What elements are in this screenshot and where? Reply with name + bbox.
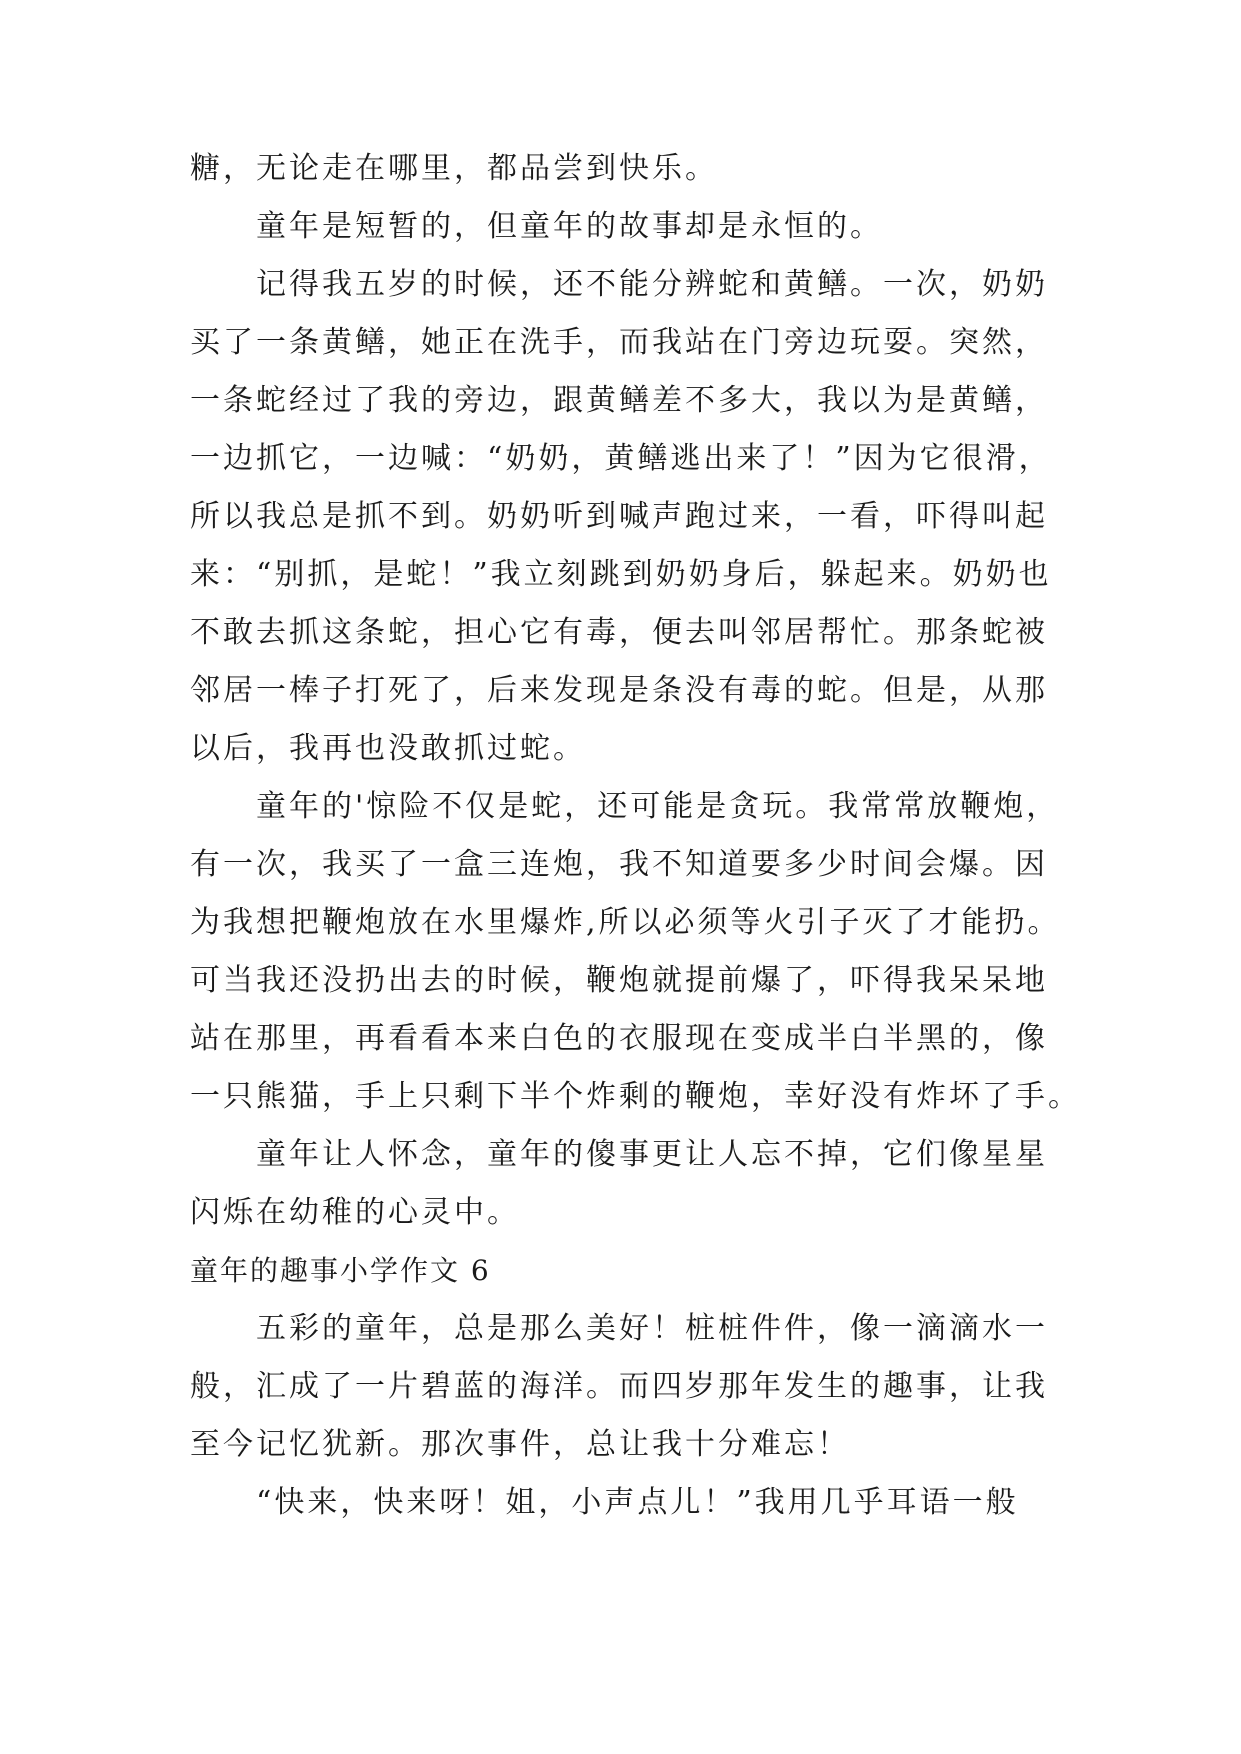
text-line: 至今记忆犹新。那次事件，总让我十分难忘！ [190, 1427, 850, 1462]
paragraph-start: 记得我五岁的时候，还不能分辨蛇和黄鳝。一次，奶奶 [256, 267, 1048, 302]
text-line: 不敢去抓这条蛇，担心它有毒，便去叫邻居帮忙。那条蛇被 [190, 615, 1048, 650]
document-page [190, 140, 1081, 1532]
text-line: 买了一条黄鳝，她正在洗手，而我站在门旁边玩耍。突然， [190, 325, 1048, 360]
text-line: 所以我总是抓不到。奶奶听到喊声跑过来，一看，吓得叫起 [190, 499, 1048, 534]
text-line: 闪烁在幼稚的心灵中。 [190, 1195, 520, 1230]
paragraph-start: 童年的'惊险不仅是蛇，还可能是贪玩。我常常放鞭炮， [256, 789, 1060, 824]
text-line: 站在那里，再看看本来白色的衣服现在变成半白半黑的，像 [190, 1021, 1048, 1056]
text-line: 邻居一棒子打死了，后来发现是条没有毒的蛇。但是，从那 [190, 673, 1048, 708]
text-line: 一条蛇经过了我的旁边，跟黄鳝差不多大，我以为是黄鳝， [190, 383, 1048, 418]
text-line: 一边抓它，一边喊：“奶奶，黄鳝逃出来了！”因为它很滑， [190, 441, 1052, 476]
text-line: 般，汇成了一片碧蓝的海洋。而四岁那年发生的趣事，让我 [190, 1369, 1048, 1404]
paragraph-start: 童年让人怀念，童年的傻事更让人忘不掉，它们像星星 [256, 1137, 1048, 1172]
paragraph-start: “快来，快来呀！姐，小声点儿！”我用几乎耳语一般 [256, 1485, 1019, 1520]
text-line: 可当我还没扔出去的时候，鞭炮就提前爆了，吓得我呆呆地 [190, 963, 1048, 998]
text-line: 一只熊猫，手上只剩下半个炸剩的鞭炮，幸好没有炸坏了手。 [190, 1079, 1081, 1114]
text-line: 来：“别抓，是蛇！”我立刻跳到奶奶身后，躲起来。奶奶也 [190, 557, 1052, 592]
paragraph-start: 童年是短暂的，但童年的故事却是永恒的。 [256, 209, 883, 244]
text-line: 糖，无论走在哪里，都品尝到快乐。 [190, 151, 718, 186]
text-line: 为我想把鞭炮放在水里爆炸,所以必须等火引子灭了才能扔。 [190, 905, 1061, 940]
text-line: 以后，我再也没敢抓过蛇。 [190, 731, 586, 766]
paragraph-start: 五彩的童年，总是那么美好！桩桩件件，像一滴滴水一 [256, 1311, 1048, 1346]
text-line: 有一次，我买了一盒三连炮，我不知道要多少时间会爆。因 [190, 847, 1048, 882]
section-heading: 童年的趣事小学作文 6 [190, 1254, 491, 1287]
